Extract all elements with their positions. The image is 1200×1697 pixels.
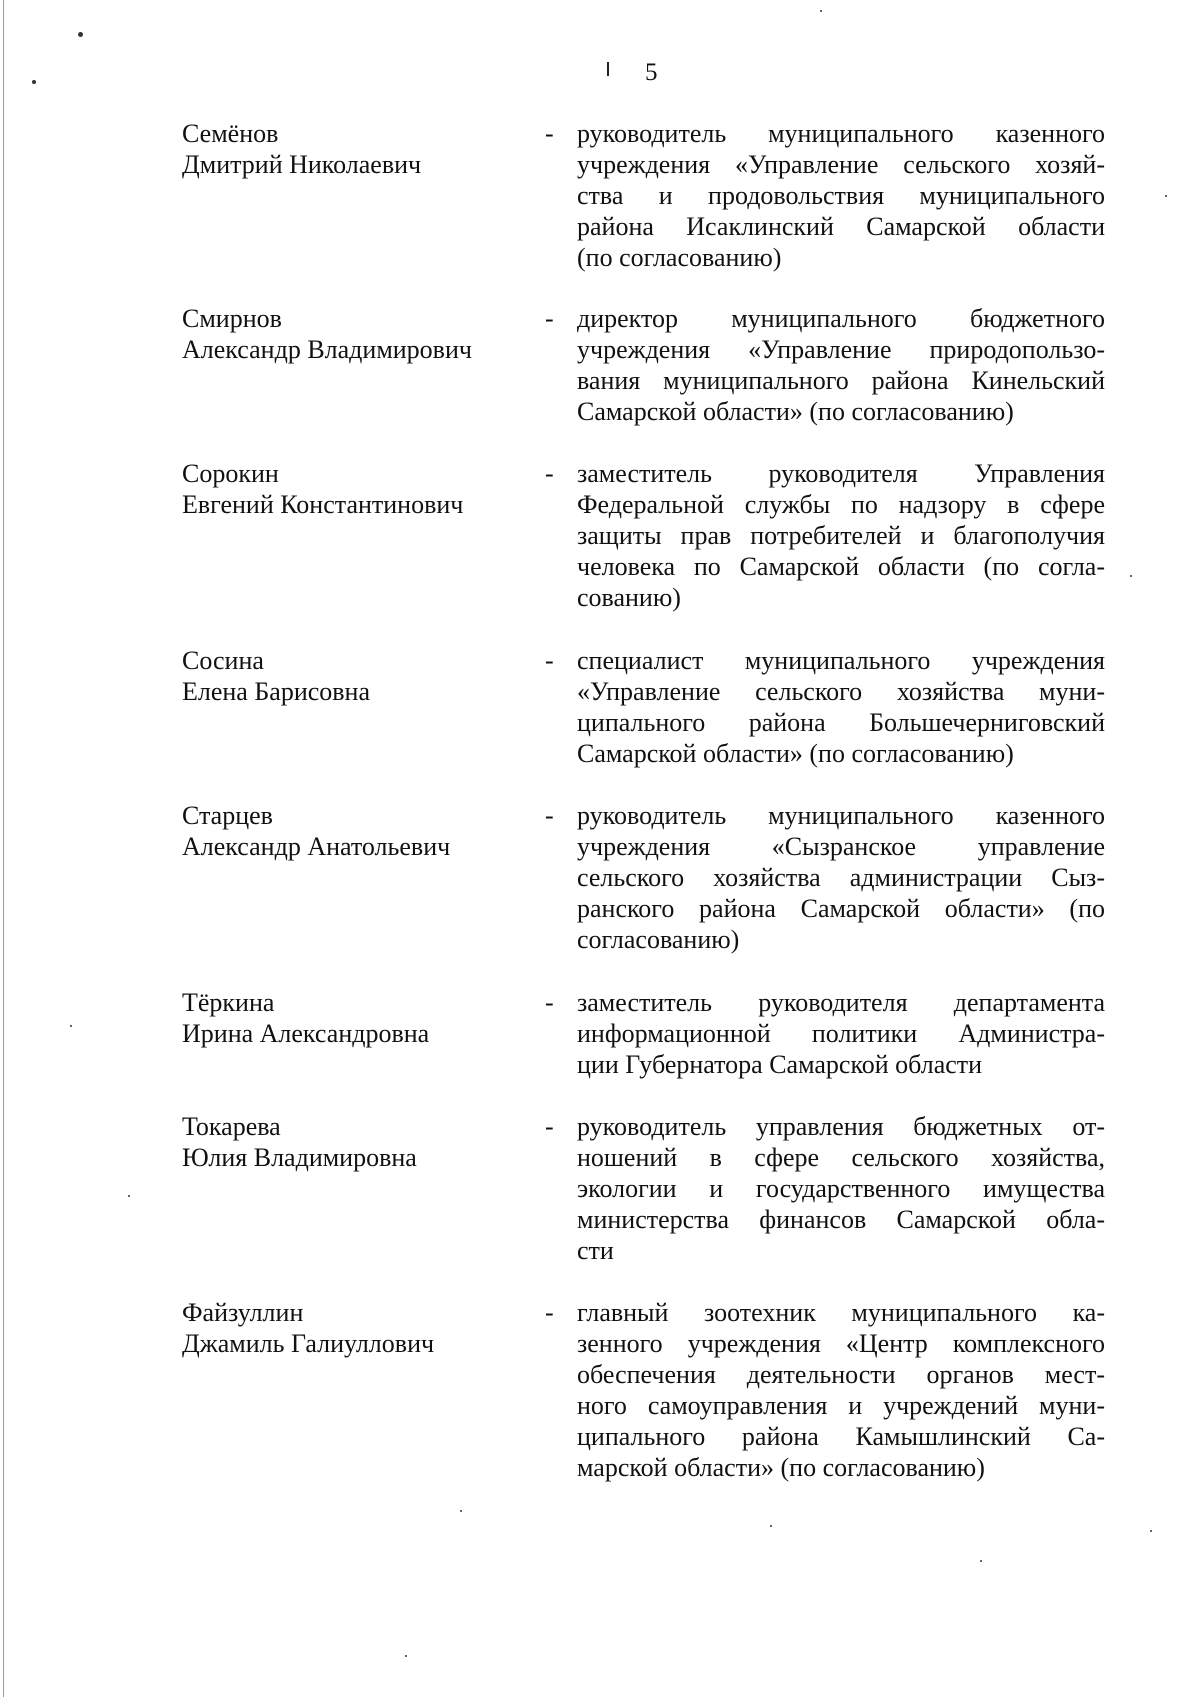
position-line: ношений в сфере сельского хозяйства,: [577, 1143, 1105, 1172]
position-line: Самарской области» (по согласованию): [577, 397, 1014, 426]
member-surname: Смирнов: [182, 304, 282, 333]
entry-dash: -: [545, 119, 554, 148]
scan-speck: [820, 10, 822, 12]
page-number: 5: [645, 59, 658, 86]
member-name: [182, 1111, 522, 1173]
position-line: министерства финансов Самарской обла-: [577, 1205, 1105, 1234]
position-line: директор муниципального бюджетного: [577, 304, 1105, 333]
position-line: сованию): [577, 583, 681, 612]
member-given-names: Александр Владимирович: [182, 335, 472, 364]
member-name: [182, 458, 522, 520]
member-position: [577, 987, 1105, 1080]
member-name: [182, 800, 522, 862]
member-name: [182, 118, 522, 180]
member-name: [182, 645, 522, 707]
member-given-names: Александр Анатольевич: [182, 832, 451, 861]
entry-dash: -: [545, 801, 554, 830]
position-line: специалист муниципального учреждения: [577, 646, 1105, 675]
member-name: [182, 303, 522, 365]
position-line: экологии и государственного имущества: [577, 1174, 1105, 1203]
member-surname: Старцев: [182, 801, 273, 830]
member-surname: Семёнов: [182, 119, 279, 148]
position-line: руководитель муниципального казенного: [577, 119, 1105, 148]
member-given-names: Дмитрий Николаевич: [182, 150, 422, 179]
scan-speck: [405, 1655, 407, 1657]
position-line: учреждения «Управление природопользо-: [577, 335, 1105, 364]
scan-speck: [78, 32, 83, 37]
member-name: [182, 987, 522, 1049]
position-line: ции Губернатора Самарской области: [577, 1050, 983, 1079]
position-line: ципального района Камышлинский Са-: [577, 1422, 1105, 1451]
entry-dash: -: [545, 988, 554, 1017]
member-surname: Файзуллин: [182, 1298, 304, 1327]
member-given-names: Юлия Владимировна: [182, 1143, 417, 1172]
position-line: главный зоотехник муниципального ка-: [577, 1298, 1105, 1327]
position-line: ства и продовольствия муниципального: [577, 181, 1105, 210]
member-surname: Токарева: [182, 1112, 281, 1141]
scan-speck: [770, 1525, 772, 1527]
member-given-names: Евгений Константинович: [182, 490, 464, 519]
position-line: района Исаклинский Самарской области: [577, 212, 1105, 241]
member-position: [577, 645, 1105, 769]
position-line: Федеральной службы по надзору в сфере: [577, 490, 1105, 519]
position-line: заместитель руководителя департамента: [577, 988, 1105, 1017]
scan-speck: [1165, 195, 1167, 197]
member-name: [182, 1297, 522, 1359]
member-position: [577, 1111, 1105, 1266]
position-line: (по согласованию): [577, 243, 782, 272]
scan-speck: [1130, 575, 1132, 577]
member-position: [577, 800, 1105, 955]
member-given-names: Джамиль Галиуллович: [182, 1329, 435, 1358]
member-given-names: Ирина Александровна: [182, 1019, 430, 1048]
position-line: Самарской области» (по согласованию): [577, 739, 1014, 768]
position-line: марской области» (по согласованию): [577, 1453, 985, 1482]
scan-edge-line: [3, 0, 4, 1697]
entry-dash: -: [545, 459, 554, 488]
member-position: [577, 303, 1105, 427]
scan-speck: [32, 80, 36, 84]
position-line: ного самоуправления и учреждений муни-: [577, 1391, 1105, 1420]
entry-dash: -: [545, 646, 554, 675]
scan-speck: [70, 1025, 72, 1027]
position-line: заместитель руководителя Управления: [577, 459, 1105, 488]
scan-speck: [460, 1510, 462, 1512]
scan-mark: [607, 62, 609, 76]
position-line: ципального района Большечерниговский: [577, 708, 1105, 737]
member-given-names: Елена Барисовна: [182, 677, 371, 706]
member-position: [577, 458, 1105, 613]
member-position: [577, 118, 1105, 273]
entry-dash: -: [545, 1112, 554, 1141]
position-line: человека по Самарской области (по согла-: [577, 552, 1105, 581]
position-line: защиты прав потребителей и благополучия: [577, 521, 1105, 550]
member-surname: Тёркина: [182, 988, 275, 1017]
position-line: сельского хозяйства администрации Сыз-: [577, 863, 1105, 892]
position-line: вания муниципального района Кинельский: [577, 366, 1105, 395]
position-line: согласованию): [577, 925, 740, 954]
position-line: информационной политики Администра-: [577, 1019, 1105, 1048]
position-line: учреждения «Сызранское управление: [577, 832, 1105, 861]
position-line: обеспечения деятельности органов мест-: [577, 1360, 1105, 1389]
entry-dash: -: [545, 304, 554, 333]
member-position: [577, 1297, 1105, 1483]
scan-speck: [128, 1195, 130, 1197]
position-line: «Управление сельского хозяйства муни-: [577, 677, 1105, 706]
position-line: руководитель управления бюджетных от-: [577, 1112, 1105, 1141]
position-line: руководитель муниципального казенного: [577, 801, 1105, 830]
entry-dash: -: [545, 1298, 554, 1327]
position-line: сти: [577, 1236, 614, 1265]
position-line: учреждения «Управление сельского хозяй-: [577, 150, 1105, 179]
position-line: ранского района Самарской области» (по: [577, 894, 1105, 923]
member-surname: Сосина: [182, 646, 264, 675]
scan-speck: [980, 1560, 982, 1562]
member-surname: Сорокин: [182, 459, 279, 488]
position-line: зенного учреждения «Центр комплексного: [577, 1329, 1105, 1358]
scan-speck: [1150, 1530, 1152, 1532]
